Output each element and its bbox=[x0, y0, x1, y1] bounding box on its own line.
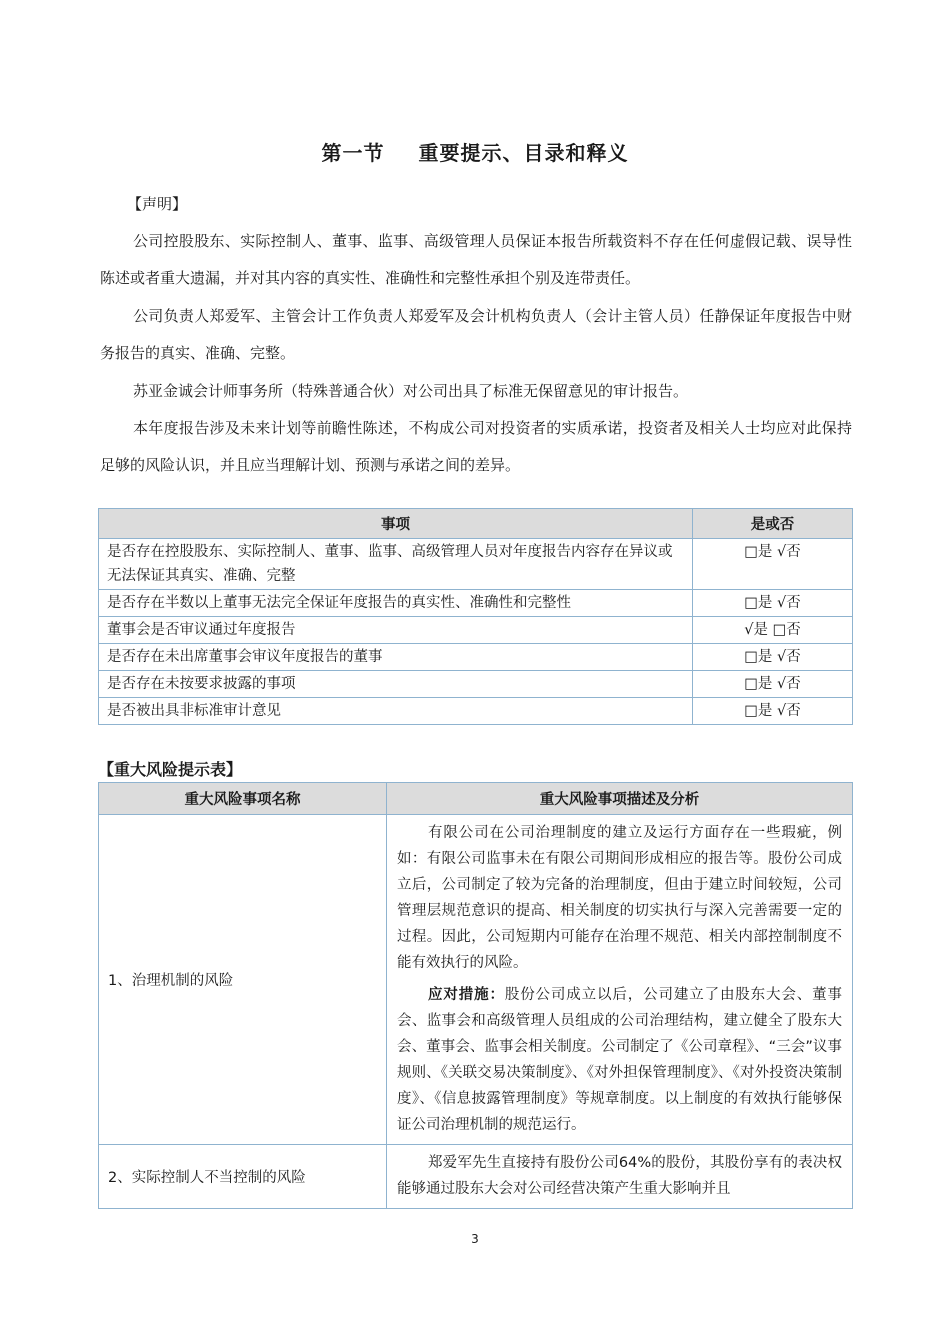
table-row bbox=[99, 644, 853, 671]
risk-name: 2、实际控制人不当控制的风险 bbox=[99, 1145, 387, 1209]
risk-measures bbox=[397, 982, 842, 1138]
table-row bbox=[99, 590, 853, 617]
statement-paragraph-1: 公司控股股东、实际控制人、董事、监事、高级管理人员保证本报告所载资料不存在任何虚假记载、误导性陈述或者重大遗漏，并对其内容的真实性、准确性和完整性承担个别及连带责任。 bbox=[100, 232, 852, 287]
matter-answer: □是 √否 bbox=[693, 590, 853, 617]
matter-item: 董事会是否审议通过年度报告 bbox=[99, 617, 693, 644]
matter-answer: √是 □否 bbox=[693, 617, 853, 644]
table-row bbox=[99, 1145, 853, 1209]
matter-item: 是否存在未按要求披露的事项 bbox=[99, 671, 693, 698]
table-row bbox=[99, 698, 853, 725]
matters-header-row bbox=[99, 509, 853, 539]
table-row bbox=[99, 539, 853, 590]
matter-answer: □是 √否 bbox=[693, 698, 853, 725]
table-row bbox=[99, 617, 853, 644]
section-title bbox=[0, 137, 950, 166]
matters-header-item: 事项 bbox=[99, 509, 693, 539]
risk-header-row bbox=[99, 783, 853, 815]
risk-name: 1、治理机制的风险 bbox=[99, 815, 387, 1145]
risk-analysis: 郑爱军先生直接持有股份公司64%的股份，其股份享有的表决权能够通过股东大会对公司经营决策产生重大影响并且 bbox=[397, 1155, 842, 1197]
risk-analysis: 有限公司在公司治理制度的建立及运行方面存在一些瑕疵，例如：有限公司监事未在有限公司期间形成相应的报告等。股份公司成立后，公司制定了较为完备的治理制度，但由于建立时间较短，公司管理层规范意识的提高、相关制度的切实执行与深入完善需要一定的过程。因此，公司短期内可能存在治理不规范、相关内部控制制度不能有效执行的风险。 bbox=[397, 825, 842, 971]
matter-answer: □是 √否 bbox=[693, 671, 853, 698]
matter-item: 是否存在控股股东、实际控制人、董事、监事、高级管理人员对年度报告内容存在异议或无法保证其真实、准确、完整 bbox=[99, 539, 693, 590]
matter-answer: □是 √否 bbox=[693, 644, 853, 671]
risk-description bbox=[387, 1145, 853, 1209]
section-name: 重要提示、目录和释义 bbox=[418, 141, 629, 165]
measure-text: 股份公司成立以后，公司建立了由股东大会、董事会、监事会和高级管理人员组成的公司治理结构，建立健全了股东大会、董事会、监事会相关制度。公司制定了《公司章程》、“三会”议事规则、《关联交易决策制度》、《对外担保管理制度》、《对外投资决策制度》、《信息披露管理制度》等规章制度。以上制度的有效执行能够保证公司治理机制的规范运行。 bbox=[397, 987, 842, 1133]
statement-paragraph-4: 本年度报告涉及未来计划等前瞻性陈述，不构成公司对投资者的实质承诺，投资者及相关人士均应对此保持足够的风险认识，并且应当理解计划、预测与承诺之间的差异。 bbox=[100, 419, 852, 474]
table-row bbox=[99, 671, 853, 698]
statement-paragraph-2: 公司负责人郑爱军、主管会计工作负责人郑爱军及会计机构负责人（会计主管人员）任静保证年度报告中财务报告的真实、准确、完整。 bbox=[100, 307, 852, 362]
table-row bbox=[99, 815, 853, 1145]
matter-item: 是否存在半数以上董事无法完全保证年度报告的真实性、准确性和完整性 bbox=[99, 590, 693, 617]
section-number: 第一节 bbox=[321, 141, 385, 165]
statement-paragraph-3: 苏亚金诚会计师事务所（特殊普通合伙）对公司出具了标准无保留意见的审计报告。 bbox=[133, 382, 689, 400]
matters-header-answer: 是或否 bbox=[693, 509, 853, 539]
matter-item: 是否存在未出席董事会审议年度报告的董事 bbox=[99, 644, 693, 671]
statement-label: 【声明】 bbox=[127, 195, 188, 213]
risk-header-name: 重大风险事项名称 bbox=[99, 783, 387, 815]
matter-item: 是否被出具非标准审计意见 bbox=[99, 698, 693, 725]
risk-table-heading: 【重大风险提示表】 bbox=[98, 760, 243, 779]
matter-answer: □是 √否 bbox=[693, 539, 853, 590]
risk-header-desc: 重大风险事项描述及分析 bbox=[387, 783, 853, 815]
matters-table bbox=[98, 508, 853, 725]
risk-table bbox=[98, 782, 853, 1209]
page-number: 3 bbox=[471, 1232, 479, 1246]
measure-label: 应对措施： bbox=[428, 987, 505, 1003]
risk-description bbox=[387, 815, 853, 1145]
